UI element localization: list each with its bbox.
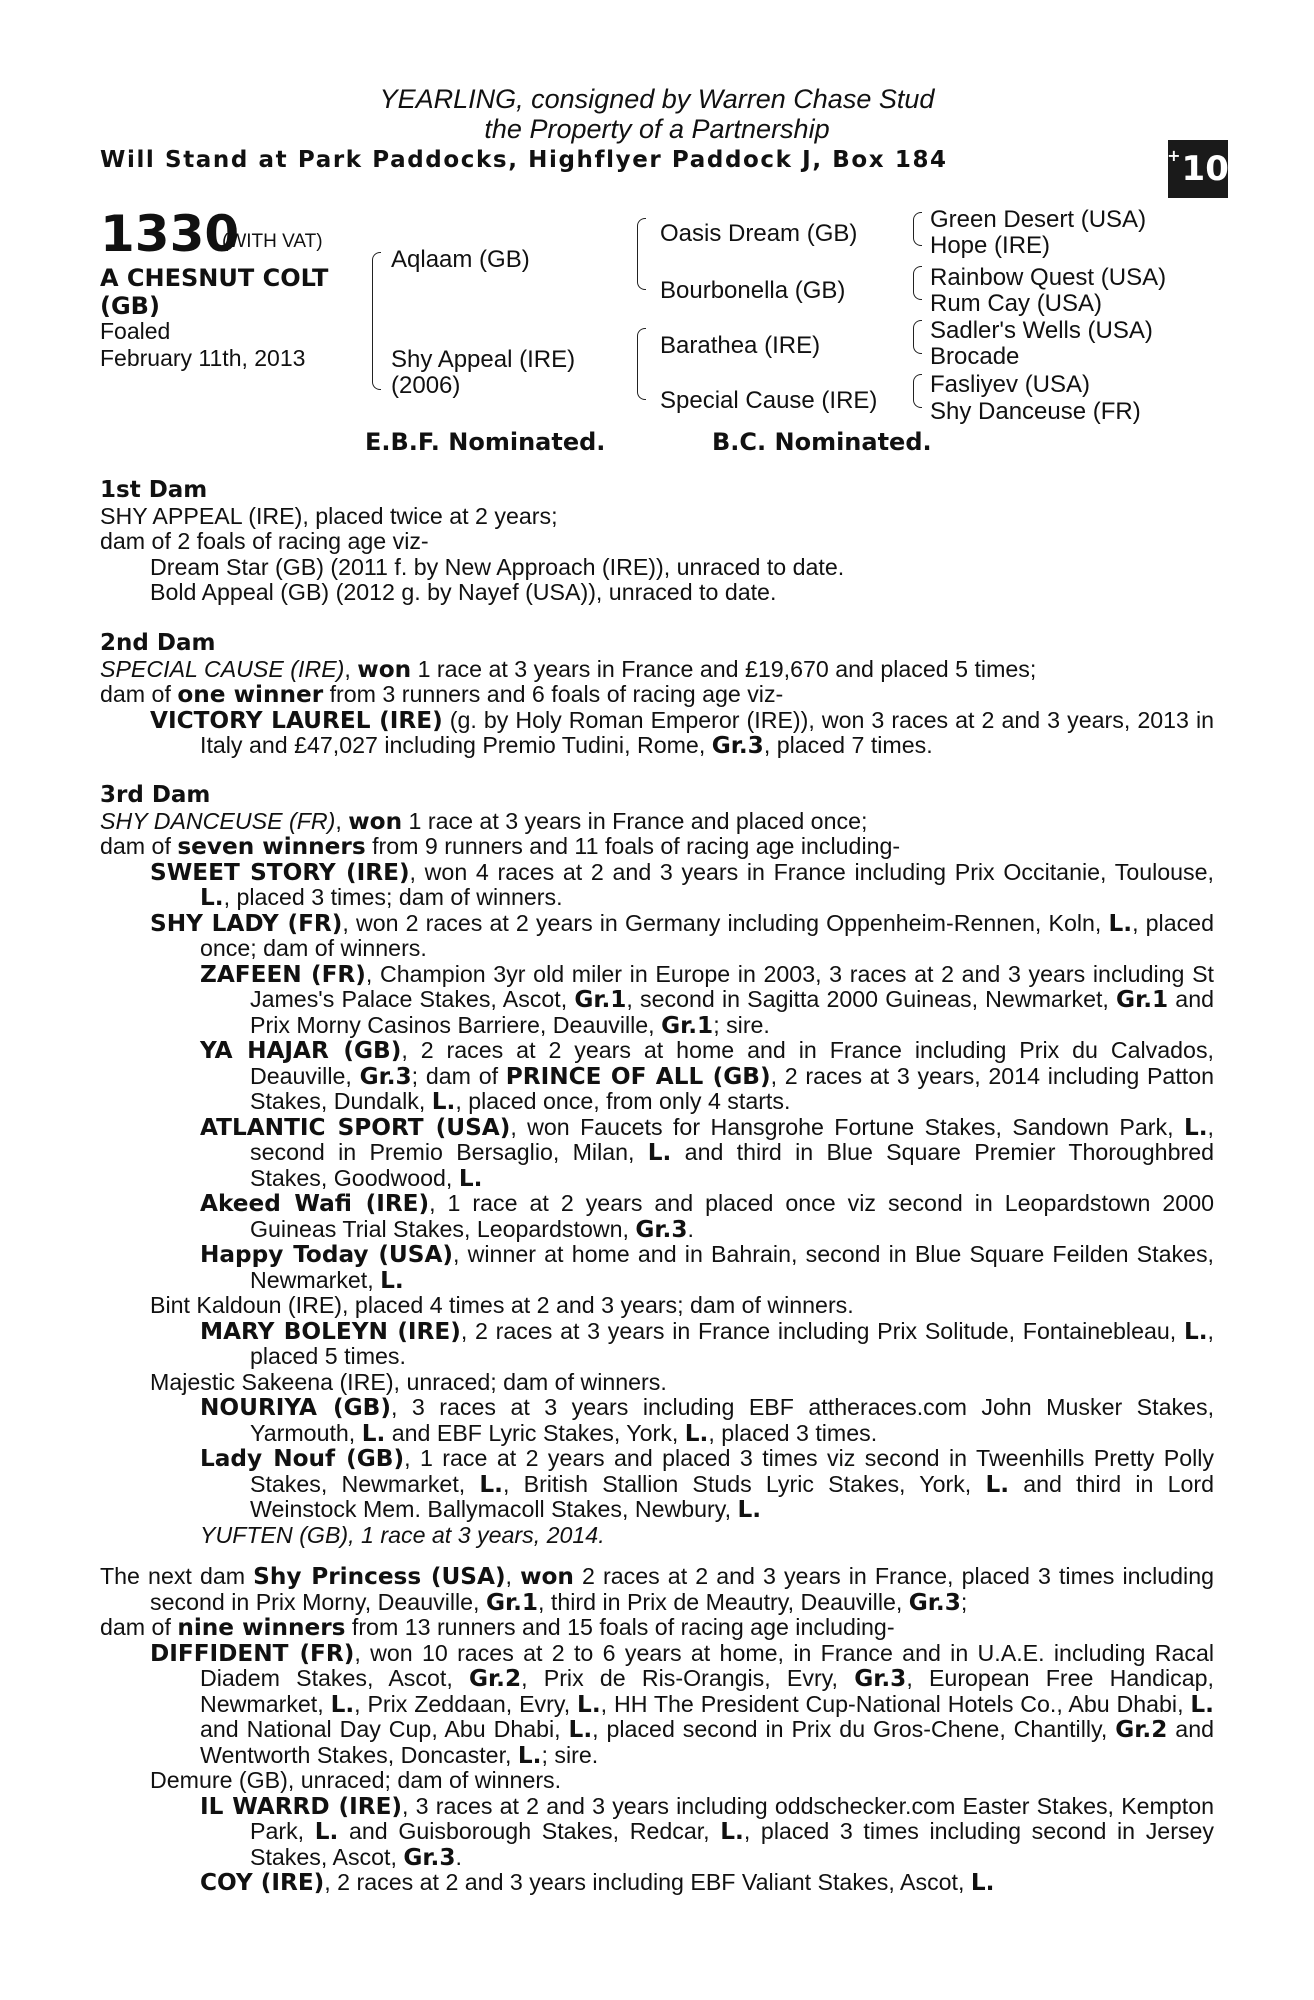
- text: , third in Prix de Meautry, Deauville,: [538, 1588, 909, 1615]
- progeny-ya-hajar: [100, 1038, 1214, 1115]
- horse-name: YA HAJAR (GB): [200, 1037, 402, 1064]
- text: , won 4 races at 2 and 3 years in France including Prix Occitanie, Toulouse,: [409, 858, 1214, 885]
- second-dam-section: [100, 631, 1214, 759]
- won-label: won: [357, 655, 412, 683]
- listed: L.: [431, 1088, 456, 1115]
- progeny-bint-kaldoun: Bint Kaldoun (IRE), placed 4 times at 2 and 3 years; dam of winners.: [150, 1292, 854, 1318]
- progeny-diffident: [100, 1641, 1214, 1769]
- lot-description: [100, 264, 328, 320]
- text: dam of: [100, 833, 178, 859]
- winner-count: nine winners: [177, 1614, 346, 1641]
- horse-name: NOURIYA (GB): [200, 1394, 391, 1421]
- third-dam-name: SHY DANCEUSE (FR): [100, 807, 336, 834]
- listed: L.: [380, 1266, 404, 1294]
- header-line-property: the Property of a Partnership: [484, 114, 830, 144]
- progeny-sweet-story: [100, 860, 1214, 911]
- text: , European Free Handicap, Newmarket,: [200, 1665, 1214, 1717]
- progeny-yuften: YUFTEN (GB), 1 race at 3 years, 2014.: [200, 1521, 605, 1548]
- listed: L.: [568, 1716, 593, 1743]
- text: dam of: [100, 681, 178, 707]
- text: , placed 7 times.: [763, 732, 933, 758]
- text: 2 races at 2 and 3 years in France, placed 3 times including second in Prix Morny, Deauville,: [150, 1563, 1214, 1615]
- listed: L.: [647, 1139, 672, 1166]
- text: .: [455, 1843, 462, 1870]
- grade: Gr.3: [635, 1215, 688, 1243]
- horse-name: Lady Nouf (GB): [200, 1445, 405, 1472]
- won-label: won: [348, 807, 403, 835]
- second-dam-line1: SPECIAL CAUSE (IRE), won 1 race at 3 years in France and £19,670 and placed 5 times;: [100, 655, 1037, 683]
- foaled-date: February 11th, 2013: [100, 345, 306, 371]
- page-badge: [1168, 140, 1228, 198]
- listed: L.: [361, 1419, 386, 1447]
- text: , second in Sagitta 2000 Guineas, Newmarket,: [626, 986, 1117, 1012]
- lot-number: 1330: [100, 205, 240, 263]
- grade: Gr.1: [661, 1011, 714, 1039]
- next-dam-intro: [100, 1564, 1214, 1615]
- brace-dd: [913, 374, 922, 408]
- text: , won 10 races at 2 to 6 years at home, in France and in U.A.E. including Racal Diadem Stakes, Ascot,: [200, 1639, 1215, 1691]
- listed: L.: [1190, 1690, 1214, 1718]
- text: , 2 races at 2 years at home and in France including Prix du Calvados, Deauville,: [250, 1037, 1214, 1089]
- text: The next dam: [100, 1563, 254, 1589]
- third-dam-heading: 3rd Dam: [100, 782, 211, 808]
- pedigree-dam-year: (2006): [391, 372, 461, 399]
- pedigree-dam-dam: Special Cause (IRE): [660, 387, 878, 414]
- text: and Prix Morny Casinos Barriere, Deauville,: [250, 986, 1214, 1038]
- next-dam-section: [100, 1564, 1214, 1896]
- first-dam-foal1: Dream Star (GB) (2011 f. by New Approach (IRE)), unraced to date.: [150, 553, 845, 580]
- text: , placed 5 times.: [250, 1317, 1214, 1369]
- grade: Gr.1: [574, 986, 627, 1013]
- progeny-nouriya: [100, 1395, 1214, 1446]
- listed: L.: [458, 1164, 483, 1192]
- pedigree-sdd: Rum Cay (USA): [930, 290, 1103, 317]
- pedigree-ddd: Shy Danceuse (FR): [930, 398, 1141, 425]
- progeny-lady-nouf: [100, 1446, 1214, 1523]
- progeny-coy: [100, 1870, 1214, 1896]
- listed: L.: [720, 1818, 744, 1845]
- horse-name: IL WARRD (IRE): [200, 1792, 403, 1820]
- pedigree-sire-dam: Bourbonella (GB): [660, 277, 846, 304]
- text: dam of: [100, 1614, 178, 1640]
- listed: L.: [684, 1419, 709, 1447]
- text: , Champion 3yr old miler in Europe in 2003, 3 races at 2 and 3 years including St James's Palace Stakes, Ascot,: [250, 960, 1214, 1012]
- grade: Gr.3: [359, 1062, 412, 1090]
- text: , placed once, from only 4 starts.: [455, 1088, 791, 1114]
- first-dam-line1: SHY APPEAL (IRE), placed twice at 2 years;: [100, 502, 558, 529]
- progeny-shy-lady: [100, 911, 1214, 962]
- foaled-label: Foaled: [100, 318, 171, 344]
- second-dam-line2: [100, 682, 1214, 708]
- grade: Gr.3: [711, 732, 764, 759]
- progeny-zafeen: [100, 962, 1214, 1039]
- text: ; sire.: [541, 1741, 599, 1768]
- pedigree-dsd: Brocade: [930, 343, 1020, 370]
- text: , placed 3 times; dam of winners.: [223, 884, 563, 910]
- third-dam-line1: SHY DANCEUSE (FR), won 1 race at 3 years in France and placed once;: [100, 807, 868, 835]
- bc-nominated: B.C. Nominated.: [712, 428, 932, 456]
- progeny-mary-boleyn: [100, 1319, 1214, 1370]
- text: from 9 runners and 11 foals of racing age including-: [365, 833, 901, 859]
- text: ; sire.: [713, 1011, 770, 1038]
- listed: L.: [970, 1869, 995, 1896]
- text: , Prix Zeddaan, Evry,: [354, 1690, 578, 1717]
- grade: Gr.3: [854, 1665, 907, 1692]
- third-dam-section: [100, 783, 1214, 1548]
- text: , Prix de Ris-Orangis, Evry,: [521, 1665, 855, 1691]
- listed: L.: [1183, 1317, 1208, 1345]
- text: , placed 3 times.: [708, 1419, 878, 1446]
- horse-name: Akeed Wafi (IRE): [200, 1190, 430, 1217]
- grade: Gr.2: [1115, 1716, 1168, 1743]
- text: , winner at home and in Bahrain, second in Blue Square Feilden Stakes, Newmarket,: [250, 1241, 1214, 1293]
- pedigree-sire-sire: Oasis Dream (GB): [660, 220, 858, 247]
- pedigree-dam: Shy Appeal (IRE): [391, 346, 576, 373]
- text: .: [687, 1215, 694, 1242]
- text: and Wentworth Stakes, Doncaster,: [200, 1716, 1214, 1768]
- vat-label: (WITH VAT): [222, 231, 323, 252]
- listed: L.: [330, 1690, 355, 1718]
- stand-location: Will Stand at Park Paddocks, Highflyer Paddock J, Box 184: [100, 147, 948, 173]
- badge-plus: +: [1167, 145, 1181, 165]
- horse-name: Happy Today (USA): [200, 1241, 454, 1268]
- grade: Gr.3: [908, 1588, 961, 1616]
- description-line2: (GB): [100, 292, 160, 320]
- text: , won Faucets for Hansgrohe Fortune Stakes, Sandown Park,: [510, 1113, 1184, 1140]
- text: , 2 races at 2 and 3 years including EBF Valiant Stakes, Ascot,: [324, 1869, 971, 1895]
- listed: L.: [985, 1470, 1010, 1498]
- text: and third in Blue Square Premier Thoroughbred Stakes, Goodwood,: [250, 1139, 1214, 1191]
- text: , HH The President Cup-National Hotels Co., Abu Dhabi,: [600, 1690, 1191, 1717]
- brace-ds: [913, 320, 922, 354]
- header-line-consignor: YEARLING, consigned by Warren Chase Stud: [379, 84, 935, 114]
- listed: L.: [737, 1496, 762, 1523]
- description-line1: A CHESNUT COLT: [100, 264, 329, 292]
- brace-gen1: [372, 252, 381, 390]
- foaled-info: [100, 318, 305, 372]
- grade: Gr.2: [468, 1665, 522, 1692]
- listed: L.: [479, 1470, 503, 1498]
- pedigree-ssd: Hope (IRE): [930, 232, 1051, 259]
- text: , 2 races at 3 years, 2014 including Patton Stakes, Dundalk,: [250, 1062, 1215, 1114]
- text: , 3 races at 2 and 3 years including oddschecker.com Easter Stakes, Kempton Park,: [250, 1792, 1214, 1844]
- text: , 1 race at 2 years and placed once viz second in Leopardstown 2000 Guineas Trial Stakes, Leopardstown,: [250, 1190, 1214, 1242]
- winner-count: seven winners: [177, 833, 366, 860]
- horse-name: VICTORY LAUREL (IRE): [150, 706, 443, 734]
- first-dam-line2: dam of 2 foals of racing age viz-: [100, 528, 429, 554]
- text: from 13 runners and 15 foals of racing age including-: [345, 1614, 895, 1640]
- second-dam-name: SPECIAL CAUSE (IRE): [100, 655, 345, 682]
- horse-name: COY (IRE): [200, 1869, 325, 1896]
- text: ;: [960, 1588, 968, 1615]
- badge-number: 10: [1181, 149, 1229, 189]
- text: , second in Premio Bersaglio, Milan,: [250, 1113, 1214, 1165]
- text: and National Day Cup, Abu Dhabi,: [200, 1716, 569, 1742]
- text: and third in Lord Weinstock Mem. Ballymacoll Stakes, Newbury,: [250, 1470, 1214, 1522]
- winner-count: one winner: [177, 681, 324, 708]
- progeny-demure: Demure (GB), unraced; dam of winners.: [150, 1767, 562, 1793]
- text: , won 2 races at 2 years in Germany including Oppenheim-Rennen, Koln,: [342, 909, 1109, 936]
- brace-ss: [913, 212, 922, 246]
- next-dam-produce: [100, 1615, 1214, 1641]
- text: (g. by Holy Roman Emperor (IRE)), won 3 races at 2 and 3 years, 2013 in Italy and £47,027 including Premio Tudini, Rome,: [200, 706, 1214, 758]
- horse-name: DIFFIDENT (FR): [150, 1639, 355, 1667]
- horse-name: SHY LADY (FR): [150, 909, 343, 937]
- grade: Gr.1: [1116, 986, 1169, 1013]
- text: 1 race at 3 years in France and placed once;: [402, 807, 868, 834]
- progeny-atlantic-sport: [100, 1115, 1214, 1192]
- listed: L.: [1183, 1113, 1208, 1141]
- listed: L.: [577, 1690, 601, 1718]
- brace-sd: [913, 266, 922, 300]
- brace-dam: [637, 328, 646, 400]
- ebf-nominated: E.B.F. Nominated.: [365, 428, 606, 456]
- text: , 1 race at 2 years and placed 3 times viz second in Tweenhills Pretty Polly Stakes, Newmarket,: [250, 1445, 1214, 1497]
- horse-name: ZAFEEN (FR): [200, 960, 366, 988]
- horse-name: MARY BOLEYN (IRE): [200, 1317, 461, 1345]
- text: , placed once; dam of winners.: [200, 909, 1214, 961]
- progeny-il-warrd: [100, 1794, 1214, 1871]
- listed: L.: [517, 1741, 542, 1769]
- progeny-happy-today: [100, 1242, 1214, 1293]
- text: , placed second in Prix du Gros-Chene, Chantilly,: [592, 1716, 1116, 1742]
- text: ; dam of: [411, 1062, 506, 1089]
- text: and EBF Lyric Stakes, York,: [385, 1419, 685, 1446]
- third-dam-line2: [100, 834, 1214, 860]
- pedigree-dds: Fasliyev (USA): [930, 371, 1091, 398]
- next-dam-name: Shy Princess (USA): [253, 1563, 506, 1590]
- text: and Guisborough Stakes, Redcar,: [338, 1818, 721, 1844]
- pedigree-sds: Rainbow Quest (USA): [930, 264, 1167, 291]
- second-dam-heading: 2nd Dam: [100, 630, 216, 656]
- progeny-victory-laurel: [100, 708, 1214, 759]
- horse-name: SWEET STORY (IRE): [150, 858, 410, 886]
- pedigree-dss: Sadler's Wells (USA): [930, 317, 1153, 344]
- grade: Gr.3: [403, 1843, 456, 1871]
- horse-name: ATLANTIC SPORT (USA): [200, 1113, 511, 1141]
- text: ,: [505, 1563, 521, 1589]
- grade: Gr.1: [485, 1588, 539, 1616]
- horse-name: PRINCE OF ALL (GB): [505, 1062, 771, 1090]
- text: from 3 runners and 6 foals of racing age viz-: [323, 681, 784, 707]
- listed: L.: [1108, 909, 1133, 937]
- progeny-majestic-sakeena: Majestic Sakeena (IRE), unraced; dam of winners.: [150, 1368, 667, 1395]
- listed: L.: [200, 884, 224, 911]
- first-dam-foal2: Bold Appeal (GB) (2012 g. by Nayef (USA)), unraced to date.: [150, 579, 777, 605]
- won-label: won: [520, 1563, 574, 1590]
- first-dam-heading: 1st Dam: [100, 477, 208, 503]
- text: , 2 races at 3 years in France including Prix Solitude, Fontainebleau,: [460, 1317, 1184, 1344]
- second-dam-record: 1 race at 3 years in France and £19,670 and placed 5 times;: [411, 655, 1037, 682]
- pedigree-dam-sire: Barathea (IRE): [660, 332, 821, 359]
- text: , British Stallion Studs Lyric Stakes, York,: [502, 1470, 986, 1497]
- first-dam-section: [100, 478, 1214, 606]
- listed: L.: [314, 1818, 339, 1845]
- progeny-akeed-wafi: [100, 1191, 1214, 1242]
- text: , 3 races at 3 years including EBF attheraces.com John Musker Stakes, Yarmouth,: [250, 1394, 1215, 1446]
- pedigree-sire: Aqlaam (GB): [391, 246, 530, 273]
- pedigree-sss: Green Desert (USA): [930, 206, 1147, 233]
- brace-sire: [637, 218, 646, 290]
- text: , placed 3 times including second in Jersey Stakes, Ascot,: [250, 1818, 1214, 1870]
